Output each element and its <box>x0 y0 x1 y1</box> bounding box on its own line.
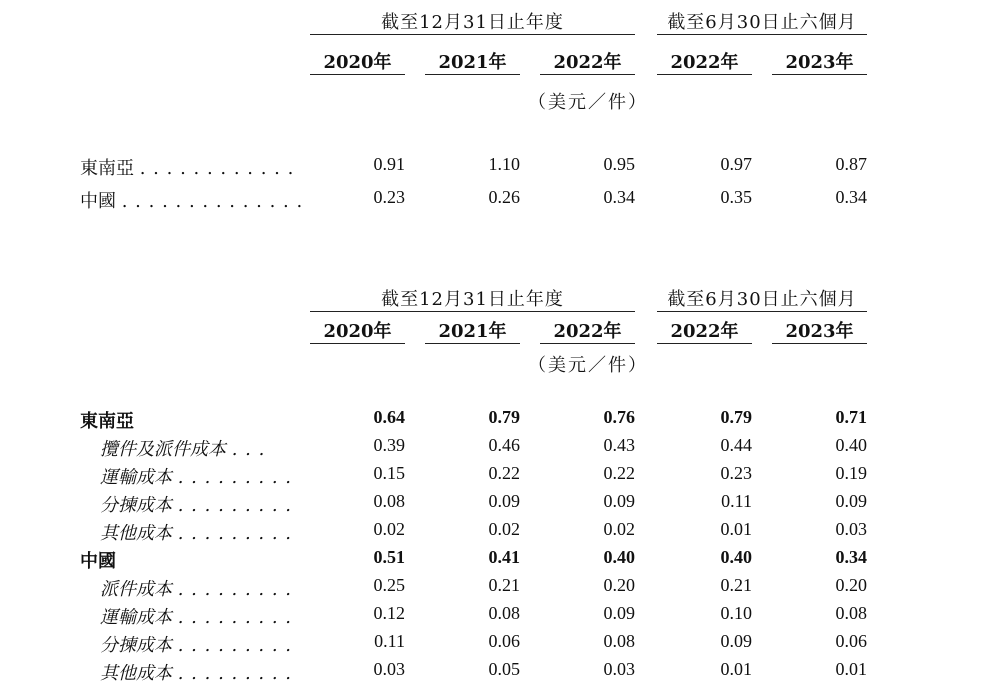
table2-cell: 0.22 <box>488 463 520 483</box>
table2-cell: 0.03 <box>835 519 867 539</box>
table2-cell: 0.10 <box>720 603 752 623</box>
table2-cell: 0.05 <box>488 659 520 679</box>
table2-region-label <box>80 407 134 433</box>
table2-cell: 0.21 <box>720 575 752 595</box>
table1-group-header-year: 截至12月31日止年度 <box>381 12 564 33</box>
table2-cell: 0.01 <box>720 659 752 679</box>
table2-cell: 0.08 <box>373 491 405 511</box>
table2-cell: 0.09 <box>720 631 752 651</box>
table2-cell: 0.19 <box>835 463 867 483</box>
table2-cell: 0.08 <box>603 631 635 651</box>
table2-cell: 0.43 <box>603 435 635 455</box>
table2-cost-item-label <box>100 519 292 545</box>
table2-cell: 0.02 <box>373 519 405 539</box>
table2-cell: 0.34 <box>835 547 867 567</box>
table1-cell: 0.95 <box>603 154 635 174</box>
table2-cell: 0.21 <box>488 575 520 595</box>
table1-row-label: 東南亞 . . . . . . . . . . . . <box>80 158 295 179</box>
table2-cell: 0.09 <box>603 491 635 511</box>
table1-cell: 1.10 <box>488 154 520 174</box>
table2-group-rule-six-months <box>657 311 867 312</box>
table2-row-label-text: 運輸成本 <box>100 607 172 628</box>
table2-year-header: 2023年 <box>785 321 854 342</box>
table2-row-label-text: 東南亞 <box>80 411 134 432</box>
table2-cell: 0.23 <box>720 463 752 483</box>
table2-cell: 0.11 <box>721 491 752 511</box>
table1-year-rule <box>772 74 867 75</box>
table2-cost-item-label <box>100 463 292 489</box>
table2-cell: 0.03 <box>603 659 635 679</box>
table1-year-rule <box>657 74 752 75</box>
table1-row-label: 中國 . . . . . . . . . . . . . . <box>80 191 304 212</box>
table1-cell: 0.87 <box>835 154 867 174</box>
table2-cell: 0.09 <box>488 491 520 511</box>
table2-year-rule <box>772 343 867 344</box>
table2-leader-dots: . . . . . . . . . <box>177 495 293 516</box>
table2-cell: 0.22 <box>603 463 635 483</box>
table2-cell: 0.20 <box>835 575 867 595</box>
table2-cell: 0.12 <box>373 603 405 623</box>
table2-cell: 0.01 <box>835 659 867 679</box>
table2-cell: 0.25 <box>373 575 405 595</box>
table2-row-label-text: 其他成本 <box>100 523 172 544</box>
table2-leader-dots: . . . . . . . . . <box>177 663 293 684</box>
table2-cell: 0.01 <box>720 519 752 539</box>
table2-leader-dots: . . . . . . . . . <box>177 523 293 544</box>
table1-year-rule <box>425 74 520 75</box>
table2-row-label-text: 派件成本 <box>100 579 172 600</box>
table1-cell: 0.97 <box>720 154 752 174</box>
table2-year-header: 2022年 <box>670 321 739 342</box>
table2-year-rule <box>310 343 405 344</box>
table2-cost-item-label <box>100 659 292 685</box>
table2-cost-item-label <box>100 491 292 517</box>
table2-cell: 0.06 <box>488 631 520 651</box>
table1-cell: 0.23 <box>373 187 405 207</box>
table2-cell: 0.09 <box>835 491 867 511</box>
table1-cell: 0.35 <box>720 187 752 207</box>
table1-year-header: 2022年 <box>670 52 739 73</box>
table2-year-header: 2022年 <box>553 321 622 342</box>
table1-cell: 0.34 <box>603 187 635 207</box>
table2-cost-item-label <box>100 575 292 601</box>
table2-row-label-text: 中國 <box>80 551 116 572</box>
table1-year-header: 2021年 <box>438 52 507 73</box>
table1-cell: 0.26 <box>488 187 520 207</box>
table2-cell: 0.06 <box>835 631 867 651</box>
table2-region-label <box>80 547 116 573</box>
table1-unit-label: （美元／件） <box>528 92 648 113</box>
table1-group-header-six-months: 截至6月30日止六個月 <box>667 12 857 33</box>
table2-row-label-text: 運輸成本 <box>100 467 172 488</box>
table2-leader-dots: . . . . . . . . . <box>177 579 293 600</box>
table1-cell: 0.91 <box>373 154 405 174</box>
table2-leader-dots: . . . . . . . . . <box>177 635 293 656</box>
table2-cell: 0.79 <box>488 407 520 427</box>
table2-row-label-text: 分揀成本 <box>100 635 172 656</box>
table1-year-header: 2020年 <box>323 52 392 73</box>
table1-cell: 0.34 <box>835 187 867 207</box>
table2-year-header: 2020年 <box>323 321 392 342</box>
table2-cell: 0.39 <box>373 435 405 455</box>
table2-cell: 0.79 <box>720 407 752 427</box>
table2-cell: 0.44 <box>720 435 752 455</box>
table1-year-rule <box>310 74 405 75</box>
table2-leader-dots: . . . . . . . . . <box>177 467 293 488</box>
table2-cell: 0.40 <box>835 435 867 455</box>
table1-year-rule <box>540 74 635 75</box>
table2-cell: 0.76 <box>603 407 635 427</box>
table2-cell: 0.03 <box>373 659 405 679</box>
table2-row-label-text: 分揀成本 <box>100 495 172 516</box>
table2-cell: 0.20 <box>603 575 635 595</box>
table2-year-header: 2021年 <box>438 321 507 342</box>
table1-year-header: 2022年 <box>553 52 622 73</box>
table2-year-rule <box>425 343 520 344</box>
table2-row-label-text: 其他成本 <box>100 663 172 684</box>
table2-cell: 0.71 <box>835 407 867 427</box>
table2-group-header-year: 截至12月31日止年度 <box>381 289 564 310</box>
table2-unit-label: （美元／件） <box>528 355 648 376</box>
table2-year-rule <box>657 343 752 344</box>
table2-leader-dots: . . . <box>231 439 266 460</box>
table2-leader-dots: . . . . . . . . . <box>177 607 293 628</box>
table2-cost-item-label <box>100 603 292 629</box>
table2-cell: 0.02 <box>603 519 635 539</box>
table2-cell: 0.46 <box>488 435 520 455</box>
table2-cell: 0.40 <box>720 547 752 567</box>
table2-group-header-six-months: 截至6月30日止六個月 <box>667 289 857 310</box>
table2-row-label-text: 攬件及派件成本 <box>100 439 226 460</box>
table2-cost-item-label <box>100 435 265 461</box>
table1-year-header: 2023年 <box>785 52 854 73</box>
table2-cost-item-label <box>100 631 292 657</box>
table1-group-rule-year <box>310 34 635 35</box>
table1-group-rule-six-months <box>657 34 867 35</box>
table2-cell: 0.51 <box>373 547 405 567</box>
table2-cell: 0.40 <box>603 547 635 567</box>
table2-cell: 0.09 <box>603 603 635 623</box>
table2-cell: 0.02 <box>488 519 520 539</box>
table2-cell: 0.08 <box>488 603 520 623</box>
table2-group-rule-year <box>310 311 635 312</box>
table2-cell: 0.08 <box>835 603 867 623</box>
table2-year-rule <box>540 343 635 344</box>
table2-cell: 0.15 <box>373 463 405 483</box>
table2-cell: 0.64 <box>373 407 405 427</box>
table2-cell: 0.11 <box>374 631 405 651</box>
table2-cell: 0.41 <box>488 547 520 567</box>
